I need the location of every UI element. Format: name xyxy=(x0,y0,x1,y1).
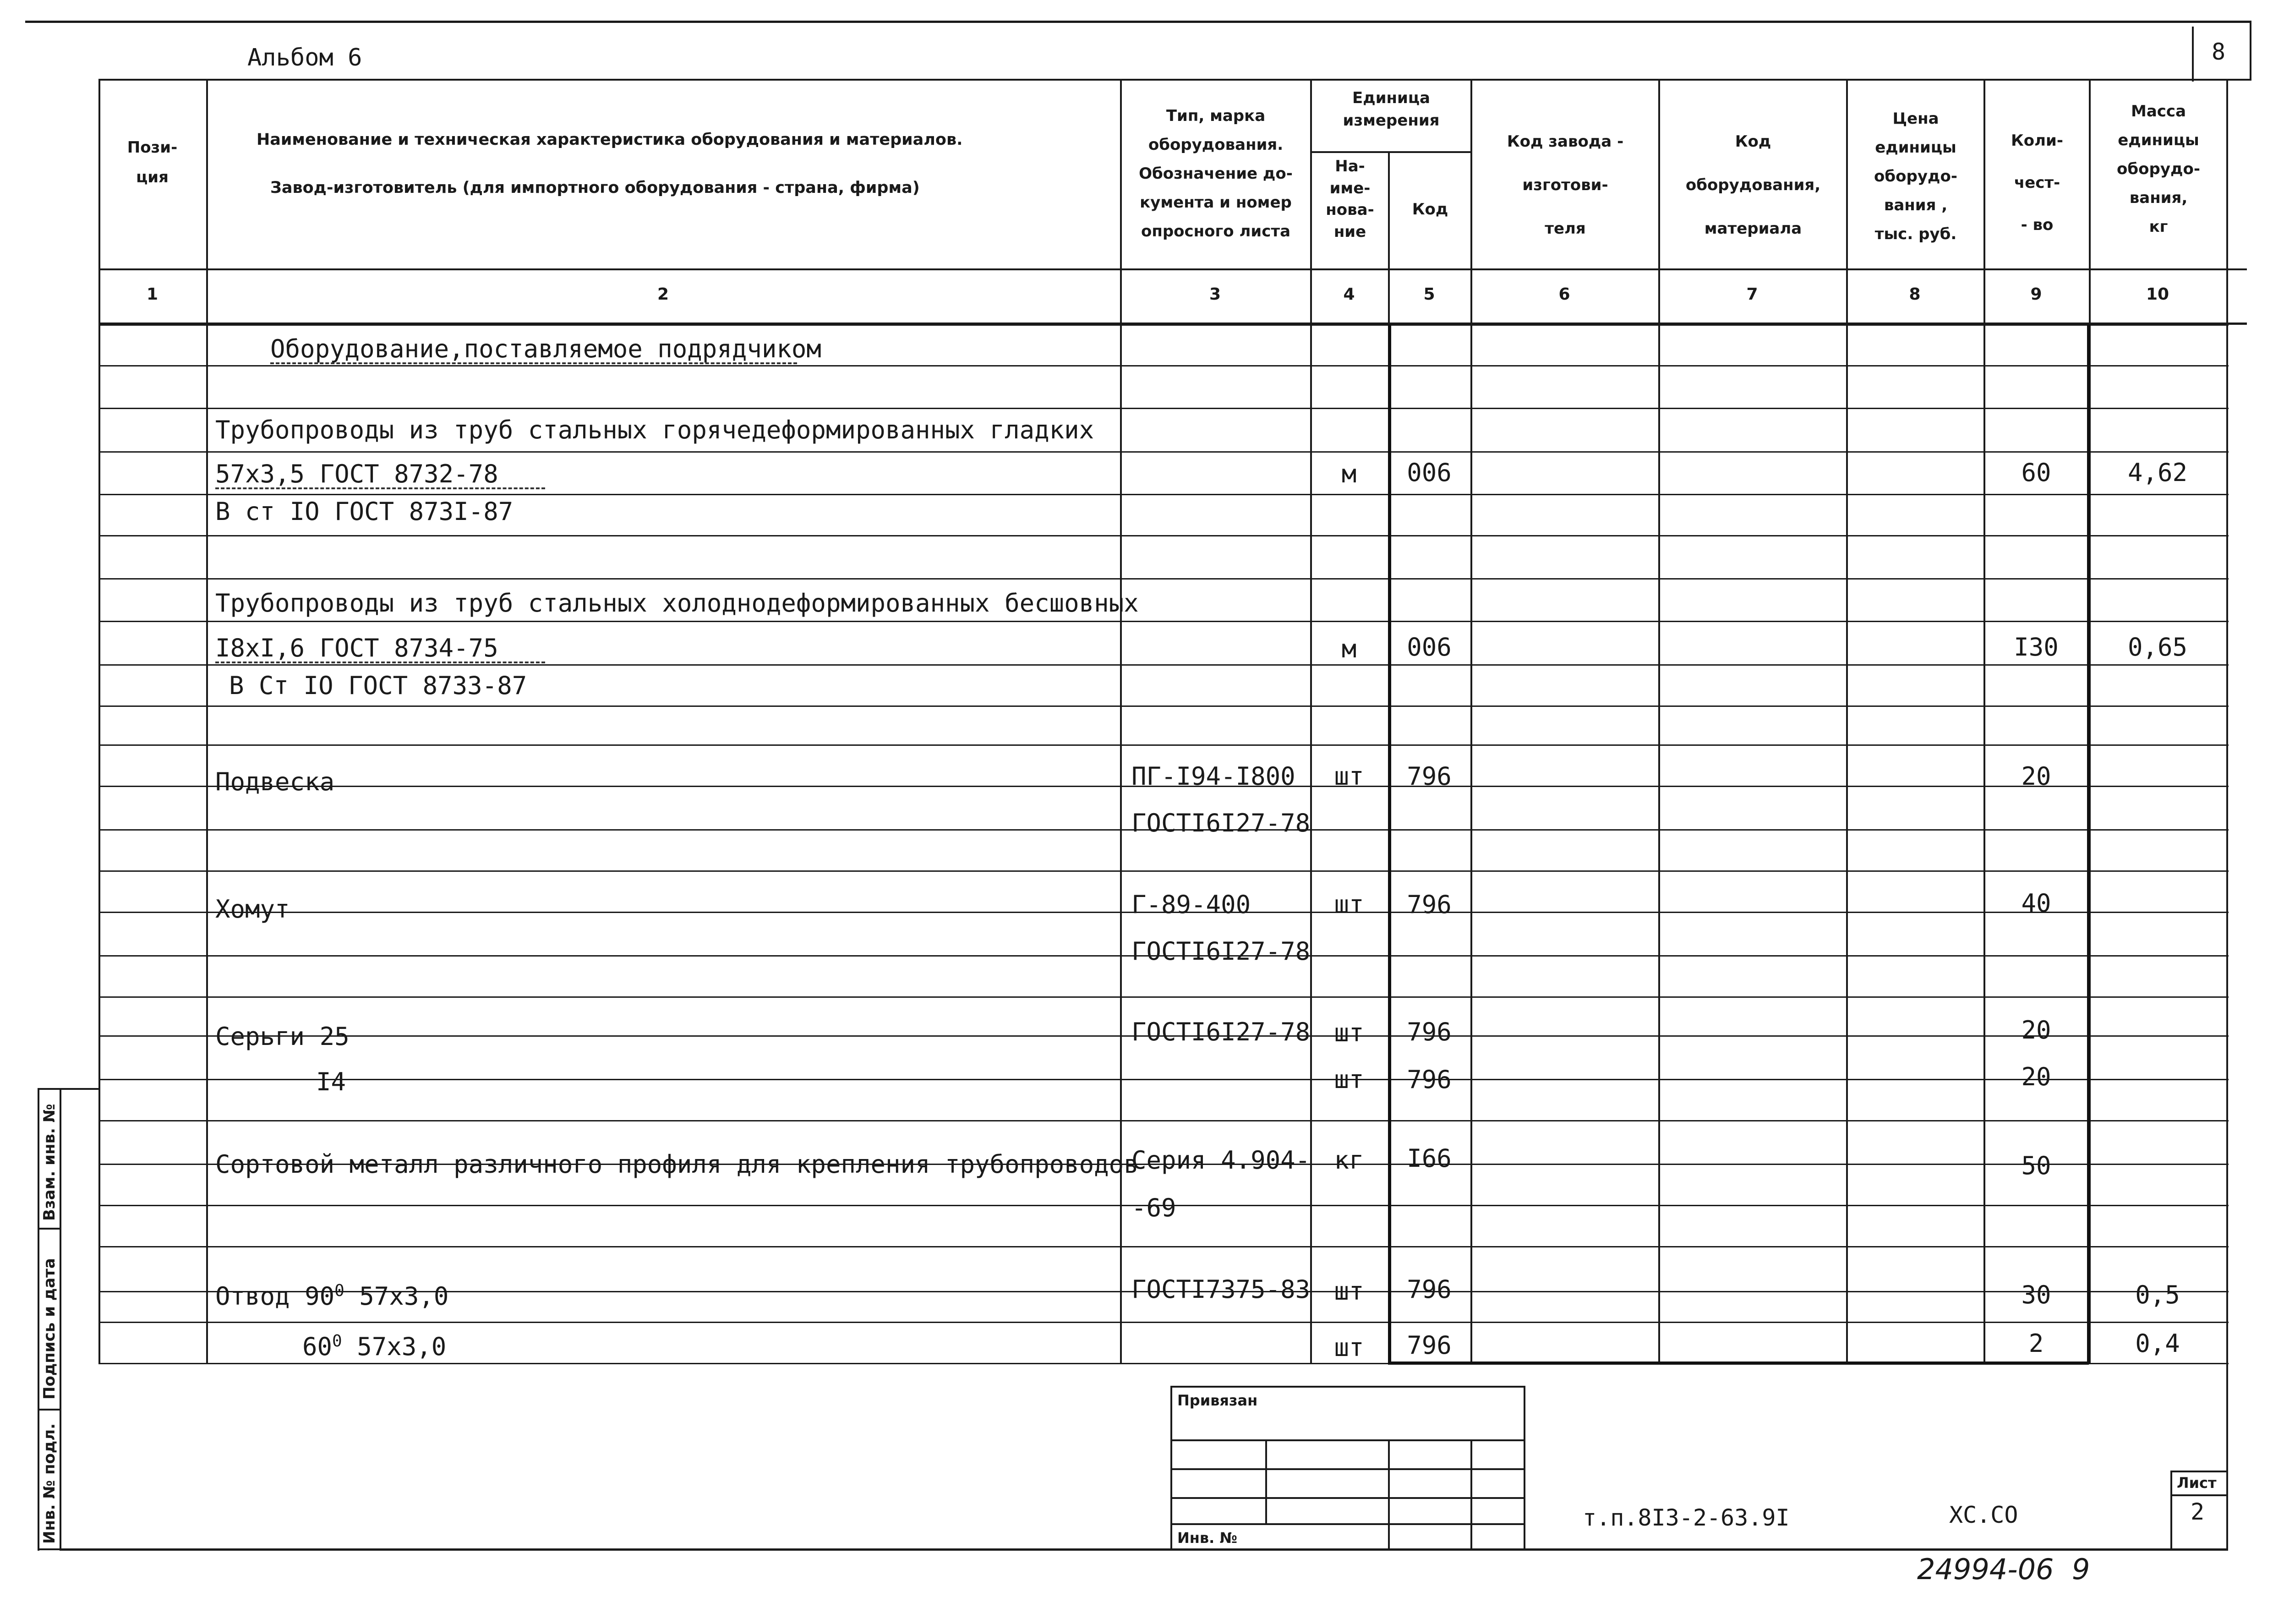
item-quantity: 2 xyxy=(2028,1329,2044,1358)
archive-number: 24994-06 9 xyxy=(1917,1553,2090,1586)
document-code: т.п.8I3-2-63.9I xyxy=(1583,1504,1790,1531)
item-unit: м xyxy=(1341,459,1357,488)
degree-superscript: 0 xyxy=(332,1332,342,1351)
table-row-line xyxy=(98,744,2229,746)
header-plant-code: Код завода - изготови- теля xyxy=(1507,132,1624,238)
item-underline xyxy=(215,658,545,663)
table-row-line xyxy=(98,494,2229,495)
item-code: 006 xyxy=(1407,458,1452,487)
column-number-9: 9 xyxy=(2030,285,2042,304)
item-type: Серия 4.904- xyxy=(1131,1146,1311,1175)
column-number-6: 6 xyxy=(1558,285,1570,304)
item-name: I8хI,6 ГОСТ 8734-75 xyxy=(215,634,498,662)
item-code: 796 xyxy=(1407,1065,1452,1094)
table-row-line xyxy=(98,535,2229,536)
table-row-line xyxy=(98,1246,2229,1247)
item-unit: шт xyxy=(1334,762,1364,791)
sheet-number: 2 xyxy=(2191,1498,2205,1525)
column-number-4: 4 xyxy=(1343,285,1355,304)
item-name: В Ст IO ГОСТ 8733-87 xyxy=(229,671,527,700)
section-heading-underline xyxy=(270,359,797,364)
item-type: ГОСТI6I27-78 xyxy=(1131,937,1311,966)
item-name: 57х3,5 ГОСТ 8732-78 xyxy=(215,459,498,488)
column-number-10: 10 xyxy=(2146,285,2169,304)
document-mark: ХС.СО xyxy=(1949,1502,2018,1528)
item-name: Трубопроводы из труб стальных горячедеформированных гладких xyxy=(215,416,1094,444)
item-name: Серьги 25 xyxy=(215,1022,350,1051)
table-row-line xyxy=(98,1079,2229,1080)
item-type: ГОСТI6I27-78 xyxy=(1131,809,1311,837)
item-code: 796 xyxy=(1407,762,1452,791)
header-equipment-code: Код оборудования, материала xyxy=(1685,132,1821,238)
item-quantity: 30 xyxy=(2021,1280,2051,1309)
header-price: Цена единицы оборудо- вания , тыс. руб. xyxy=(1874,109,1957,243)
side-label-signature-date: Подпись и дата xyxy=(40,1258,59,1400)
table-row-line xyxy=(98,1322,2229,1323)
item-quantity: 50 xyxy=(2021,1151,2051,1180)
item-name xyxy=(302,1333,446,1359)
item-type: ПГ-I94-I800 xyxy=(1131,762,1295,791)
item-quantity: 40 xyxy=(2021,889,2051,918)
item-name: В ст IO ГОСТ 873I-87 xyxy=(215,497,514,526)
item-name: I4 xyxy=(316,1067,346,1096)
item-unit: кг xyxy=(1334,1146,1364,1175)
section-heading: Оборудование,поставляемое подрядчиком xyxy=(270,334,821,363)
column-number-8: 8 xyxy=(1909,285,1921,304)
header-quantity: Коли- чест- - во xyxy=(2011,131,2063,234)
item-unit: шт xyxy=(1334,1277,1364,1306)
table-row-line xyxy=(98,451,2229,453)
item-type: Г-89-400 xyxy=(1131,890,1251,919)
page-number: 8 xyxy=(2212,38,2226,65)
table-row-line xyxy=(98,1120,2229,1121)
item-code: 796 xyxy=(1407,1275,1452,1304)
header-name: Наименование и техническая характеристика оборудования и материалов. xyxy=(257,131,963,149)
bottom-frame xyxy=(60,1548,2228,1551)
table-row-line xyxy=(98,578,2229,580)
column-number-5: 5 xyxy=(1423,285,1435,304)
item-mass: 0,4 xyxy=(2135,1329,2180,1358)
header-mass: Масса единицы оборудо- вания, кг xyxy=(2117,102,2200,236)
table-row-line xyxy=(98,664,2229,666)
item-name-main: 60 xyxy=(302,1332,333,1361)
table-row-line xyxy=(98,870,2229,872)
table-row-line xyxy=(98,705,2229,707)
header-manufacturer: Завод-изготовитель (для импортного оборудования - страна, фирма) xyxy=(270,179,920,197)
item-mass: 0,65 xyxy=(2127,633,2188,662)
header-unit: Единица измерения xyxy=(1343,89,1440,130)
item-unit: шт xyxy=(1334,1065,1364,1094)
column-number-7: 7 xyxy=(1746,285,1758,304)
item-quantity: I30 xyxy=(2014,633,2059,662)
item-name xyxy=(215,1283,448,1309)
item-name: Хомут xyxy=(215,895,290,924)
stamp-inv-label: Инв. № xyxy=(1177,1529,1237,1547)
item-name-tail: 57х3,0 xyxy=(357,1332,447,1361)
header-unit-name: На- име- нова- ние xyxy=(1326,157,1374,241)
item-name-main: Отвод 90 xyxy=(215,1282,335,1311)
degree-superscript: 0 xyxy=(334,1281,344,1300)
item-quantity: 20 xyxy=(2021,1016,2051,1044)
column-number-3: 3 xyxy=(1209,285,1221,304)
side-label-replaced-inv: Взам. инв. № xyxy=(40,1104,59,1221)
header-unit-code: Код xyxy=(1412,200,1448,219)
item-mass: 4,62 xyxy=(2127,458,2188,487)
top-rule xyxy=(25,21,2251,23)
table-row-line xyxy=(98,408,2229,409)
item-code: I66 xyxy=(1407,1144,1452,1173)
item-quantity: 60 xyxy=(2021,458,2051,487)
table-row-line xyxy=(98,996,2229,998)
stamp-privyazan-label: Привязан xyxy=(1177,1392,1258,1409)
column-number-2: 2 xyxy=(657,285,669,304)
item-quantity: 20 xyxy=(2021,1062,2051,1091)
item-underline xyxy=(215,484,545,489)
item-name: Трубопроводы из труб стальных холоднодеформированных бесшовных xyxy=(215,589,1139,618)
item-name-tail: 57х3,0 xyxy=(359,1282,449,1311)
item-name: Подвеска xyxy=(215,767,335,796)
item-quantity: 20 xyxy=(2021,762,2051,791)
sheet-label: Лист xyxy=(2177,1474,2217,1492)
item-type: -69 xyxy=(1131,1193,1176,1222)
album-label: Альбом 6 xyxy=(247,44,362,71)
column-number-1: 1 xyxy=(146,285,158,304)
item-code: 796 xyxy=(1407,1331,1452,1360)
item-unit: шт xyxy=(1334,890,1364,919)
side-label-original-inv: Инв. № подл. xyxy=(40,1423,59,1544)
item-unit: шт xyxy=(1334,1018,1364,1047)
item-code: 006 xyxy=(1407,633,1452,662)
item-mass: 0,5 xyxy=(2135,1280,2180,1309)
table-row-line xyxy=(98,621,2229,622)
item-type: ГОСТI7375-83 xyxy=(1131,1275,1311,1304)
table-row-line xyxy=(98,365,2229,366)
header-type: Тип, марка оборудования. Обозначение до- кумента и номер опросного листа xyxy=(1139,107,1293,241)
item-code: 796 xyxy=(1407,890,1452,919)
item-unit: м xyxy=(1341,634,1357,663)
table-row-line xyxy=(98,324,2229,326)
item-unit: шт xyxy=(1334,1333,1364,1362)
item-code: 796 xyxy=(1407,1017,1452,1046)
item-type: ГОСТI6I27-78 xyxy=(1131,1017,1311,1046)
item-name: Сортовой металл различного профиля для крепления трубопроводов xyxy=(215,1150,1139,1179)
header-position: Пози- ция xyxy=(127,138,178,186)
